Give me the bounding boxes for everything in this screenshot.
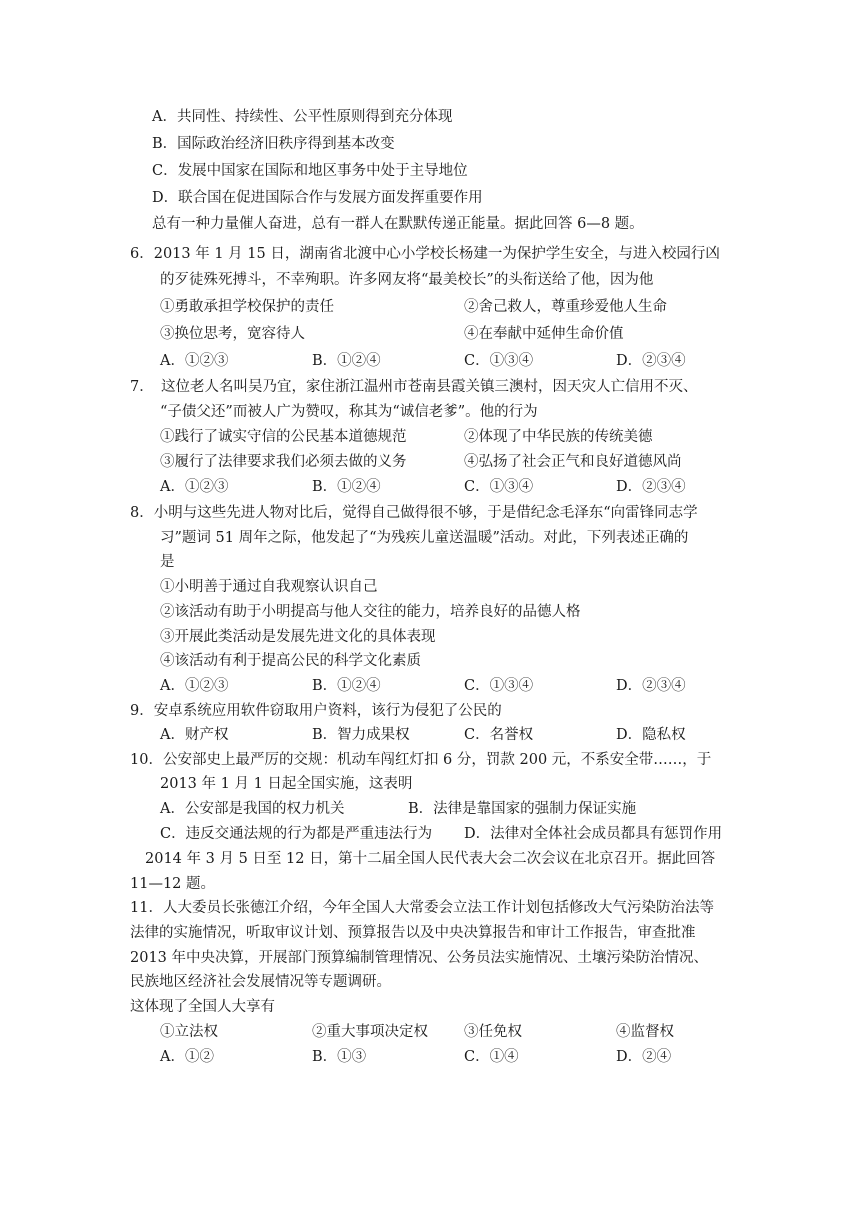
q7-item-4: ④弘扬了社会正气和良好道德风尚 [464,454,682,470]
q5-option-a: A．共同性、持续性、公平性原则得到充分体现 [152,109,453,125]
q11-stem-line1: 11．人大委员长张德江介绍，今年全国人大常委会立法工作计划包括修改大气污染防治法等 [130,900,714,916]
q8-stem-line1: 8．小明与这些先进人物对比后，觉得自己做得很不够，于是借纪念毛泽东“向雷锋同志学 [130,505,698,521]
q6-item-1: ①勇敢承担学校保护的责任 [160,299,334,315]
q8-option-a: A．①②③ [160,678,229,694]
q6-item-2: ②舍己救人，尊重珍爱他人生命 [464,299,667,315]
q7-item-3: ③履行了法律要求我们必须去做的义务 [160,454,407,470]
q8-item-1: ①小明善于通过自我观察认识自己 [160,579,378,595]
q11-item-1: ①立法权 [160,1024,218,1040]
q7-item-2: ②体现了中华民族的传统美德 [464,429,653,445]
q10-option-d: D．法律对全体社会成员都具有惩罚作用 [464,826,723,842]
q10-option-c: C．违反交通法规的行为都是严重违法行为 [160,826,433,842]
q11-stem-line4: 民族地区经济社会发展情况等专题调研。 [130,974,391,990]
q9-option-c: C．名誉权 [464,727,534,743]
q10-stem-line2: 2013 年 1 月 1 日起全国实施，这表明 [160,776,413,792]
q7-stem-line1: 7． 这位老人名叫吴乃宜，家住浙江温州市苍南县霞关镇三澳村，因天灾人亡信用不灭、 [130,379,698,395]
q10-stem-line1: 10．公安部史上最严厉的交规：机动车闯红灯扣 6 分，罚款 200 元，不系安全带……，于 [130,752,712,768]
q6-stem-line2: 的歹徒殊死搏斗，不幸殉职。许多网友将“最美校长”的头衔送给了他，因为他 [160,272,654,288]
q10-option-b: B．法律是靠国家的强制力保证实施 [408,801,637,817]
q5-option-d: D．联合国在促进国际合作与发展方面发挥重要作用 [152,190,483,206]
q7-stem-line2: “子债父还”而被人广为赞叹，称其为“诚信老爹”。他的行为 [160,404,538,420]
q6-option-a: A．①②③ [160,353,229,369]
q8-item-3: ③开展此类活动是发展先进文化的具体表现 [160,629,436,645]
q8-item-2: ②该活动有助于小明提高与他人交往的能力，培养良好的品德人格 [160,604,581,620]
q9-option-a: A．财产权 [160,727,229,743]
q11-stem-line5: 这体现了全国人大享有 [130,999,275,1015]
q9-option-d: D．隐私权 [616,727,686,743]
q8-item-4: ④该活动有利于提高公民的科学文化素质 [160,653,421,669]
q10-option-a: A．公安部是我国的权力机关 [160,801,345,817]
q7-item-1: ①践行了诚实守信的公民基本道德规范 [160,429,407,445]
intro-11-12-line1: 2014 年 3 月 5 日至 12 日，第十二届全国人民代表大会二次会议在北京召开。据此回答 [145,851,716,867]
q6-item-3: ③换位思考，宽容待人 [160,326,305,342]
q11-option-b: B．①③ [312,1049,367,1065]
q8-option-d: D．②③④ [616,678,686,694]
q6-option-b: B．①②④ [312,353,381,369]
q8-option-b: B．①②④ [312,678,381,694]
q11-item-3: ③任免权 [464,1024,522,1040]
q7-option-b: B．①②④ [312,479,381,495]
intro-11-12-line2: 11—12 题。 [130,876,216,892]
q11-item-2: ②重大事项决定权 [312,1024,428,1040]
intro-6-8: 总有一种力量催人奋进，总有一群人在默默传递正能量。据此回答 6—8 题。 [152,216,644,232]
q5-option-b: B．国际政治经济旧秩序得到基本改变 [152,136,395,152]
q8-stem-line3: 是 [160,554,175,570]
q7-option-c: C．①③④ [464,479,534,495]
q6-stem-line1: 6．2013 年 1 月 15 日，湖南省北渡中心小学校长杨建一为保护学生安全，与进入校园行凶 [130,246,720,262]
q11-option-c: C．①④ [464,1049,519,1065]
q11-item-4: ④监督权 [616,1024,674,1040]
q6-option-c: C．①③④ [464,353,534,369]
q6-option-d: D．②③④ [616,353,686,369]
q11-option-d: D．②④ [616,1049,672,1065]
q9-option-b: B．智力成果权 [312,727,410,743]
q6-item-4: ④在奉献中延伸生命价值 [464,326,624,342]
q11-stem-line3: 2013 年中央决算，开展部门预算编制管理情况、公务员法实施情况、土壤污染防治情况、 [130,950,709,966]
q9-stem-line1: 9．安卓系统应用软件窃取用户资料，该行为侵犯了公民的 [130,703,502,719]
q8-stem-line2: 习”题词 51 周年之际，他发起了“为残疾儿童送温暖”活动。对此，下列表述正确的 [160,530,689,546]
q11-stem-line2: 法律的实施情况，听取审议计划、预算报告以及中央决算报告和审计工作报告，审查批准 [130,925,696,941]
q8-option-c: C．①③④ [464,678,534,694]
q11-option-a: A．①② [160,1049,214,1065]
q7-option-d: D．②③④ [616,479,686,495]
q7-option-a: A．①②③ [160,479,229,495]
q5-option-c: C．发展中国家在国际和地区事务中处于主导地位 [152,163,468,179]
